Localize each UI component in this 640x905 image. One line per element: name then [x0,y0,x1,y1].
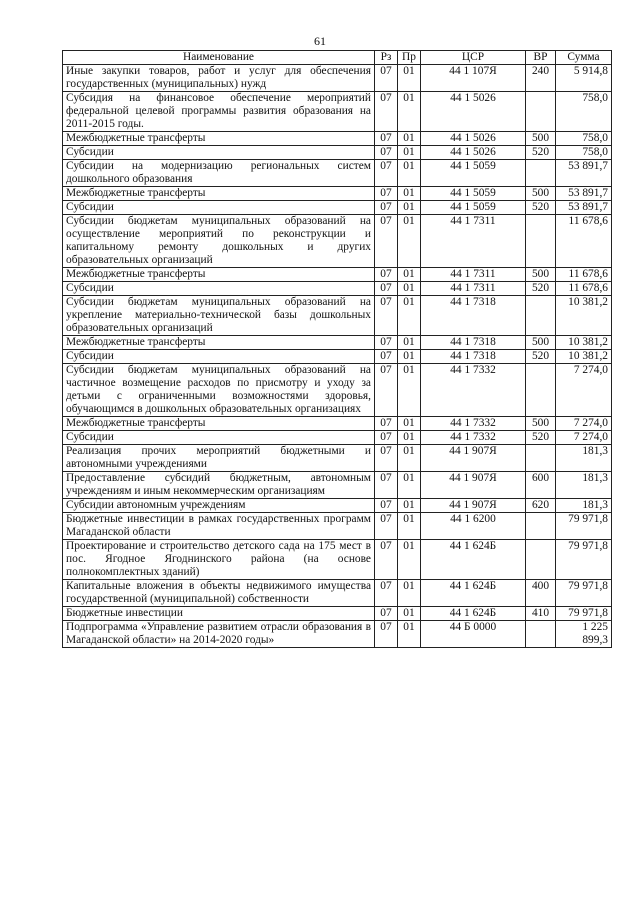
cell-vr: 520 [526,431,556,445]
cell-csr: 44 1 7332 [421,364,526,417]
cell-vr [526,540,556,580]
cell-csr: 44 1 624Б [421,607,526,621]
cell-csr: 44 1 7318 [421,336,526,350]
cell-csr: 44 1 5026 [421,132,526,146]
table-row [63,499,612,513]
budget-table [62,50,612,648]
cell-name: Субсидии бюджетам муниципальных образований на укрепление материально-технической базы дошкольных образовательных организаций [63,296,375,336]
cell-vr [526,364,556,417]
cell-name: Субсидии автономным учреждениям [63,499,375,513]
cell-pr: 01 [398,472,421,499]
cell-sum: 758,0 [556,146,612,160]
cell-csr: 44 1 7311 [421,282,526,296]
cell-pr: 01 [398,540,421,580]
cell-pr: 01 [398,350,421,364]
cell-vr: 620 [526,499,556,513]
cell-rz: 07 [375,580,398,607]
cell-rz: 07 [375,146,398,160]
cell-csr: 44 1 624Б [421,580,526,607]
cell-csr: 44 1 7318 [421,350,526,364]
table-row [63,472,612,499]
cell-rz: 07 [375,65,398,92]
cell-name: Субсидии [63,350,375,364]
cell-vr [526,445,556,472]
cell-rz: 07 [375,187,398,201]
cell-vr: 500 [526,268,556,282]
cell-rz: 07 [375,282,398,296]
table-row [63,580,612,607]
header-vr: ВР [526,51,556,65]
table-row [63,187,612,201]
cell-pr: 01 [398,215,421,268]
cell-name: Субсидии [63,282,375,296]
cell-sum: 10 381,2 [556,350,612,364]
table-row [63,282,612,296]
cell-vr: 240 [526,65,556,92]
cell-csr: 44 1 907Я [421,499,526,513]
table-row [63,621,612,648]
cell-rz: 07 [375,336,398,350]
header-sum: Сумма [556,51,612,65]
cell-sum: 79 971,8 [556,513,612,540]
cell-pr: 01 [398,364,421,417]
cell-rz: 07 [375,201,398,215]
table-row [63,268,612,282]
cell-name: Субсидии [63,146,375,160]
cell-vr [526,160,556,187]
cell-sum: 10 381,2 [556,336,612,350]
cell-vr: 500 [526,132,556,146]
cell-csr: 44 1 5059 [421,187,526,201]
table-row [63,336,612,350]
table-row [63,540,612,580]
cell-rz: 07 [375,160,398,187]
cell-pr: 01 [398,621,421,648]
cell-csr: 44 1 907Я [421,472,526,499]
cell-sum: 7 274,0 [556,364,612,417]
cell-name: Субсидии на модернизацию региональных систем дошкольного образования [63,160,375,187]
cell-csr: 44 1 7332 [421,431,526,445]
cell-rz: 07 [375,417,398,431]
cell-sum: 181,3 [556,472,612,499]
cell-pr: 01 [398,282,421,296]
header-csr: ЦСР [421,51,526,65]
cell-rz: 07 [375,132,398,146]
table-row [63,215,612,268]
cell-name: Субсидии [63,201,375,215]
cell-name: Межбюджетные трансферты [63,336,375,350]
cell-sum: 7 274,0 [556,431,612,445]
cell-vr: 520 [526,350,556,364]
cell-vr: 520 [526,201,556,215]
cell-vr: 500 [526,336,556,350]
cell-vr [526,513,556,540]
cell-csr: 44 1 107Я [421,65,526,92]
table-row [63,350,612,364]
cell-vr [526,92,556,132]
cell-sum: 11 678,6 [556,268,612,282]
cell-name: Субсидии [63,431,375,445]
cell-pr: 01 [398,580,421,607]
cell-vr [526,296,556,336]
cell-vr: 520 [526,146,556,160]
cell-pr: 01 [398,187,421,201]
cell-csr: 44 1 7311 [421,215,526,268]
table-row [63,417,612,431]
table-row [63,132,612,146]
cell-rz: 07 [375,621,398,648]
cell-sum: 181,3 [556,445,612,472]
cell-rz: 07 [375,92,398,132]
table-row [63,364,612,417]
cell-csr: 44 1 624Б [421,540,526,580]
table-header-row [63,51,612,65]
cell-pr: 01 [398,132,421,146]
cell-pr: 01 [398,445,421,472]
cell-pr: 01 [398,336,421,350]
cell-sum: 11 678,6 [556,215,612,268]
cell-csr: 44 Б 0000 [421,621,526,648]
table-row [63,607,612,621]
cell-vr: 410 [526,607,556,621]
cell-sum: 758,0 [556,132,612,146]
cell-name: Бюджетные инвестиции в рамках государственных программ Магаданской области [63,513,375,540]
cell-pr: 01 [398,513,421,540]
table-row [63,445,612,472]
cell-sum: 1 225 899,3 [556,621,612,648]
cell-csr: 44 1 5026 [421,146,526,160]
cell-name: Иные закупки товаров, работ и услуг для обеспечения государственных (муниципальных) нужд [63,65,375,92]
table-row [63,431,612,445]
cell-name: Межбюджетные трансферты [63,132,375,146]
cell-vr: 600 [526,472,556,499]
table-row [63,160,612,187]
cell-rz: 07 [375,445,398,472]
cell-pr: 01 [398,431,421,445]
cell-pr: 01 [398,607,421,621]
cell-sum: 181,3 [556,499,612,513]
cell-pr: 01 [398,201,421,215]
cell-pr: 01 [398,160,421,187]
cell-sum: 758,0 [556,92,612,132]
cell-vr [526,621,556,648]
table-row [63,65,612,92]
cell-vr: 500 [526,187,556,201]
cell-csr: 44 1 7332 [421,417,526,431]
header-pr: Пр [398,51,421,65]
cell-name: Проектирование и строительство детского сада на 175 мест в пос. Ягодное Ягоднинского района (на основе полнокомплектных зданий) [63,540,375,580]
cell-vr [526,215,556,268]
cell-sum: 5 914,8 [556,65,612,92]
cell-name: Межбюджетные трансферты [63,417,375,431]
cell-rz: 07 [375,215,398,268]
cell-csr: 44 1 7311 [421,268,526,282]
cell-rz: 07 [375,268,398,282]
header-name: Наименование [63,51,375,65]
cell-rz: 07 [375,513,398,540]
cell-csr: 44 1 5059 [421,160,526,187]
cell-rz: 07 [375,350,398,364]
cell-name: Межбюджетные трансферты [63,268,375,282]
cell-rz: 07 [375,431,398,445]
table-row [63,513,612,540]
cell-name: Предоставление субсидий бюджетным, автономным учреждениям и иным некоммерческим организациям [63,472,375,499]
cell-csr: 44 1 5059 [421,201,526,215]
cell-rz: 07 [375,364,398,417]
page-number: 61 [314,34,326,48]
cell-csr: 44 1 907Я [421,445,526,472]
cell-pr: 01 [398,65,421,92]
cell-name: Подпрограмма «Управление развитием отрасли образования в Магаданской области» на 2014-2020 годы» [63,621,375,648]
cell-pr: 01 [398,296,421,336]
cell-rz: 07 [375,540,398,580]
cell-sum: 53 891,7 [556,187,612,201]
cell-sum: 10 381,2 [556,296,612,336]
cell-sum: 11 678,6 [556,282,612,296]
header-rz: Рз [375,51,398,65]
cell-rz: 07 [375,499,398,513]
cell-rz: 07 [375,607,398,621]
cell-vr: 500 [526,417,556,431]
cell-name: Субсидии бюджетам муниципальных образований на осуществление мероприятий по реконструкции и капитальному ремонту дошкольных и других образовательных организаций [63,215,375,268]
table-row [63,92,612,132]
table-row [63,296,612,336]
table-row [63,201,612,215]
cell-sum: 7 274,0 [556,417,612,431]
cell-csr: 44 1 5026 [421,92,526,132]
cell-pr: 01 [398,92,421,132]
cell-name: Капитальные вложения в объекты недвижимого имущества государственной (муниципальной) собственности [63,580,375,607]
cell-vr: 400 [526,580,556,607]
cell-name: Бюджетные инвестиции [63,607,375,621]
cell-sum: 79 971,8 [556,580,612,607]
table-row [63,146,612,160]
cell-name: Субсидии бюджетам муниципальных образований на частичное возмещение расходов по присмотру и уходу за детьми с ограниченными возможностями здоровья, обучающимся в дошкольных образовательных организациях [63,364,375,417]
cell-sum: 79 971,8 [556,607,612,621]
cell-pr: 01 [398,146,421,160]
cell-pr: 01 [398,499,421,513]
cell-csr: 44 1 7318 [421,296,526,336]
cell-sum: 79 971,8 [556,540,612,580]
cell-name: Межбюджетные трансферты [63,187,375,201]
cell-sum: 53 891,7 [556,201,612,215]
cell-pr: 01 [398,268,421,282]
cell-vr: 520 [526,282,556,296]
cell-rz: 07 [375,472,398,499]
cell-sum: 53 891,7 [556,160,612,187]
cell-pr: 01 [398,417,421,431]
cell-rz: 07 [375,296,398,336]
cell-csr: 44 1 6200 [421,513,526,540]
cell-name: Субсидия на финансовое обеспечение мероприятий федеральной целевой программы развития образования на 2011-2015 годы. [63,92,375,132]
cell-name: Реализация прочих мероприятий бюджетными и автономными учреждениями [63,445,375,472]
